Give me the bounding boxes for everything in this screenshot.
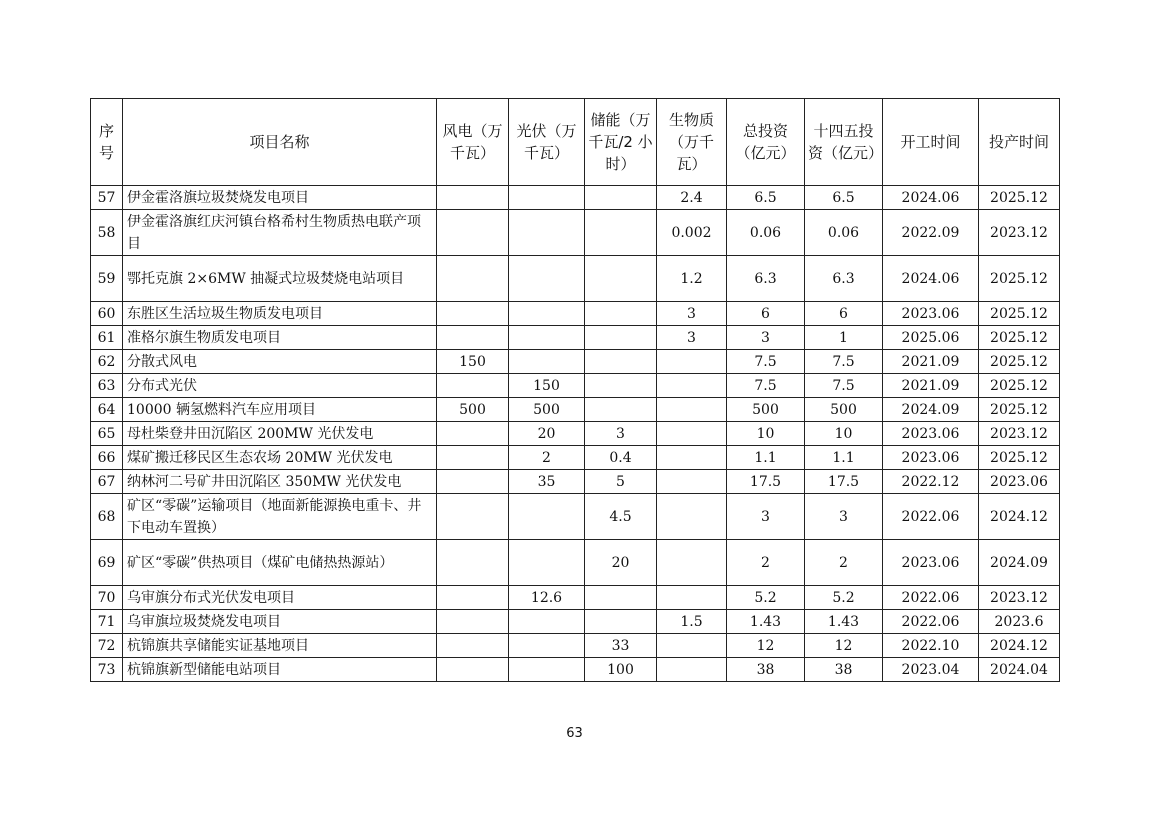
cell-biomass [657, 586, 727, 610]
cell-biomass [657, 658, 727, 682]
cell-seq: 70 [91, 586, 123, 610]
header-name: 项目名称 [123, 99, 437, 186]
header-wind: 风电（万千瓦） [437, 99, 509, 186]
cell-start: 2023.06 [883, 446, 979, 470]
cell-operate: 2024.12 [979, 634, 1060, 658]
cell-solar [509, 658, 585, 682]
cell-solar: 500 [509, 398, 585, 422]
cell-total-invest: 0.06 [727, 210, 805, 256]
table-row [91, 374, 1060, 398]
cell-plan14-invest: 0.06 [805, 210, 883, 256]
cell-solar [509, 326, 585, 350]
cell-seq: 62 [91, 350, 123, 374]
cell-wind [437, 302, 509, 326]
cell-seq: 66 [91, 446, 123, 470]
cell-total-invest: 7.5 [727, 374, 805, 398]
cell-solar [509, 350, 585, 374]
cell-storage: 100 [585, 658, 657, 682]
cell-plan14-invest: 1.1 [805, 446, 883, 470]
cell-total-invest: 7.5 [727, 350, 805, 374]
table-row [91, 350, 1060, 374]
cell-operate: 2023.12 [979, 586, 1060, 610]
cell-storage: 0.4 [585, 446, 657, 470]
cell-wind [437, 422, 509, 446]
cell-seq: 57 [91, 186, 123, 210]
cell-total-invest: 1.43 [727, 610, 805, 634]
cell-name: 矿区“零碳”运输项目（地面新能源换电重卡、井下电动车置换） [123, 494, 437, 540]
table-row [91, 186, 1060, 210]
cell-storage [585, 610, 657, 634]
cell-total-invest: 6.3 [727, 256, 805, 302]
cell-start: 2025.06 [883, 326, 979, 350]
cell-plan14-invest: 7.5 [805, 350, 883, 374]
cell-solar: 150 [509, 374, 585, 398]
header-row [91, 99, 1060, 186]
cell-operate: 2025.12 [979, 186, 1060, 210]
cell-storage [585, 326, 657, 350]
cell-start: 2024.06 [883, 256, 979, 302]
table-row [91, 326, 1060, 350]
cell-solar: 12.6 [509, 586, 585, 610]
cell-total-invest: 17.5 [727, 470, 805, 494]
cell-biomass [657, 422, 727, 446]
cell-storage: 33 [585, 634, 657, 658]
cell-storage [585, 302, 657, 326]
cell-solar [509, 302, 585, 326]
cell-total-invest: 2 [727, 540, 805, 586]
table-row [91, 540, 1060, 586]
cell-seq: 72 [91, 634, 123, 658]
header-plan14-invest: 十四五投资（亿元） [805, 99, 883, 186]
cell-wind [437, 210, 509, 256]
cell-biomass: 3 [657, 326, 727, 350]
cell-operate: 2025.12 [979, 350, 1060, 374]
cell-seq: 69 [91, 540, 123, 586]
cell-plan14-invest: 7.5 [805, 374, 883, 398]
cell-wind [437, 256, 509, 302]
cell-name: 东胜区生活垃圾生物质发电项目 [123, 302, 437, 326]
table-row [91, 634, 1060, 658]
cell-solar: 35 [509, 470, 585, 494]
cell-biomass [657, 446, 727, 470]
cell-storage [585, 350, 657, 374]
table-row [91, 610, 1060, 634]
cell-storage [585, 398, 657, 422]
cell-name: 分布式光伏 [123, 374, 437, 398]
table-body [91, 186, 1060, 682]
cell-wind [437, 446, 509, 470]
cell-wind [437, 634, 509, 658]
table-row [91, 256, 1060, 302]
cell-wind [437, 540, 509, 586]
cell-storage [585, 186, 657, 210]
cell-solar [509, 210, 585, 256]
cell-biomass [657, 398, 727, 422]
cell-name: 煤矿搬迁移民区生态农场 20MW 光伏发电 [123, 446, 437, 470]
cell-wind [437, 658, 509, 682]
cell-plan14-invest: 6 [805, 302, 883, 326]
cell-biomass: 1.2 [657, 256, 727, 302]
cell-start: 2024.06 [883, 186, 979, 210]
cell-operate: 2023.12 [979, 422, 1060, 446]
cell-name: 纳林河二号矿井田沉陷区 350MW 光伏发电 [123, 470, 437, 494]
cell-operate: 2023.12 [979, 210, 1060, 256]
cell-solar [509, 494, 585, 540]
cell-plan14-invest: 12 [805, 634, 883, 658]
cell-name: 伊金霍洛旗红庆河镇台格希村生物质热电联产项目 [123, 210, 437, 256]
cell-start: 2023.06 [883, 540, 979, 586]
cell-operate: 2025.12 [979, 446, 1060, 470]
cell-plan14-invest: 1 [805, 326, 883, 350]
cell-total-invest: 5.2 [727, 586, 805, 610]
cell-plan14-invest: 2 [805, 540, 883, 586]
cell-total-invest: 6 [727, 302, 805, 326]
cell-seq: 60 [91, 302, 123, 326]
table-row [91, 658, 1060, 682]
cell-biomass [657, 540, 727, 586]
cell-total-invest: 3 [727, 494, 805, 540]
cell-name: 矿区“零碳”供热项目（煤矿电储热热源站） [123, 540, 437, 586]
cell-plan14-invest: 3 [805, 494, 883, 540]
cell-wind [437, 186, 509, 210]
cell-plan14-invest: 6.5 [805, 186, 883, 210]
cell-storage [585, 256, 657, 302]
cell-solar: 2 [509, 446, 585, 470]
cell-start: 2022.09 [883, 210, 979, 256]
cell-solar [509, 540, 585, 586]
cell-start: 2023.06 [883, 422, 979, 446]
cell-operate: 2024.04 [979, 658, 1060, 682]
cell-start: 2022.06 [883, 586, 979, 610]
cell-storage [585, 210, 657, 256]
project-table [90, 98, 1060, 682]
cell-storage: 3 [585, 422, 657, 446]
cell-start: 2023.04 [883, 658, 979, 682]
cell-start: 2022.10 [883, 634, 979, 658]
cell-total-invest: 10 [727, 422, 805, 446]
cell-start: 2021.09 [883, 374, 979, 398]
cell-solar: 20 [509, 422, 585, 446]
page-number: 63 [566, 726, 583, 741]
cell-biomass [657, 634, 727, 658]
table-row [91, 586, 1060, 610]
cell-operate: 2023.6 [979, 610, 1060, 634]
cell-seq: 71 [91, 610, 123, 634]
cell-seq: 65 [91, 422, 123, 446]
cell-seq: 59 [91, 256, 123, 302]
header-seq: 序号 [91, 99, 123, 186]
cell-biomass: 2.4 [657, 186, 727, 210]
table-row [91, 398, 1060, 422]
table-row [91, 210, 1060, 256]
cell-total-invest: 6.5 [727, 186, 805, 210]
cell-name: 母杜柴登井田沉陷区 200MW 光伏发电 [123, 422, 437, 446]
cell-start: 2021.09 [883, 350, 979, 374]
cell-solar [509, 186, 585, 210]
cell-storage: 5 [585, 470, 657, 494]
cell-solar [509, 256, 585, 302]
cell-wind: 500 [437, 398, 509, 422]
header-solar: 光伏（万千瓦） [509, 99, 585, 186]
cell-wind: 150 [437, 350, 509, 374]
cell-biomass [657, 494, 727, 540]
cell-wind [437, 374, 509, 398]
cell-start: 2022.06 [883, 610, 979, 634]
cell-biomass [657, 350, 727, 374]
cell-plan14-invest: 500 [805, 398, 883, 422]
cell-seq: 58 [91, 210, 123, 256]
cell-operate: 2025.12 [979, 374, 1060, 398]
cell-seq: 73 [91, 658, 123, 682]
cell-name: 准格尔旗生物质发电项目 [123, 326, 437, 350]
cell-plan14-invest: 5.2 [805, 586, 883, 610]
cell-start: 2023.06 [883, 302, 979, 326]
header-storage: 储能（万千瓦/2 小时） [585, 99, 657, 186]
table-row [91, 422, 1060, 446]
cell-storage: 20 [585, 540, 657, 586]
cell-plan14-invest: 17.5 [805, 470, 883, 494]
cell-total-invest: 38 [727, 658, 805, 682]
cell-operate: 2025.12 [979, 398, 1060, 422]
cell-wind [437, 494, 509, 540]
cell-biomass: 0.002 [657, 210, 727, 256]
cell-start: 2024.09 [883, 398, 979, 422]
cell-plan14-invest: 10 [805, 422, 883, 446]
cell-name: 伊金霍洛旗垃圾焚烧发电项目 [123, 186, 437, 210]
table-row [91, 470, 1060, 494]
cell-name: 杭锦旗新型储能电站项目 [123, 658, 437, 682]
cell-wind [437, 586, 509, 610]
cell-start: 2022.06 [883, 494, 979, 540]
cell-operate: 2023.06 [979, 470, 1060, 494]
cell-seq: 68 [91, 494, 123, 540]
cell-seq: 61 [91, 326, 123, 350]
cell-biomass [657, 374, 727, 398]
cell-biomass [657, 470, 727, 494]
cell-solar [509, 610, 585, 634]
cell-plan14-invest: 38 [805, 658, 883, 682]
cell-name: 分散式风电 [123, 350, 437, 374]
header-total-invest: 总投资（亿元） [727, 99, 805, 186]
cell-operate: 2025.12 [979, 326, 1060, 350]
cell-biomass: 1.5 [657, 610, 727, 634]
cell-seq: 64 [91, 398, 123, 422]
cell-storage [585, 586, 657, 610]
cell-name: 乌审旗分布式光伏发电项目 [123, 586, 437, 610]
cell-storage [585, 374, 657, 398]
cell-total-invest: 12 [727, 634, 805, 658]
table-row [91, 446, 1060, 470]
cell-seq: 67 [91, 470, 123, 494]
cell-operate: 2025.12 [979, 256, 1060, 302]
cell-name: 10000 辆氢燃料汽车应用项目 [123, 398, 437, 422]
cell-seq: 63 [91, 374, 123, 398]
cell-wind [437, 470, 509, 494]
cell-name: 鄂托克旗 2×6MW 抽凝式垃圾焚烧电站项目 [123, 256, 437, 302]
cell-plan14-invest: 1.43 [805, 610, 883, 634]
cell-total-invest: 3 [727, 326, 805, 350]
cell-start: 2022.12 [883, 470, 979, 494]
cell-name: 杭锦旗共享储能实证基地项目 [123, 634, 437, 658]
header-operate: 投产时间 [979, 99, 1060, 186]
cell-operate: 2024.12 [979, 494, 1060, 540]
cell-wind [437, 610, 509, 634]
cell-storage: 4.5 [585, 494, 657, 540]
cell-operate: 2024.09 [979, 540, 1060, 586]
cell-wind [437, 326, 509, 350]
cell-name: 乌审旗垃圾焚烧发电项目 [123, 610, 437, 634]
cell-total-invest: 1.1 [727, 446, 805, 470]
cell-total-invest: 500 [727, 398, 805, 422]
cell-operate: 2025.12 [979, 302, 1060, 326]
header-start: 开工时间 [883, 99, 979, 186]
cell-plan14-invest: 6.3 [805, 256, 883, 302]
table-row [91, 494, 1060, 540]
cell-biomass: 3 [657, 302, 727, 326]
cell-solar [509, 634, 585, 658]
table-row [91, 302, 1060, 326]
header-biomass: 生物质（万千瓦） [657, 99, 727, 186]
